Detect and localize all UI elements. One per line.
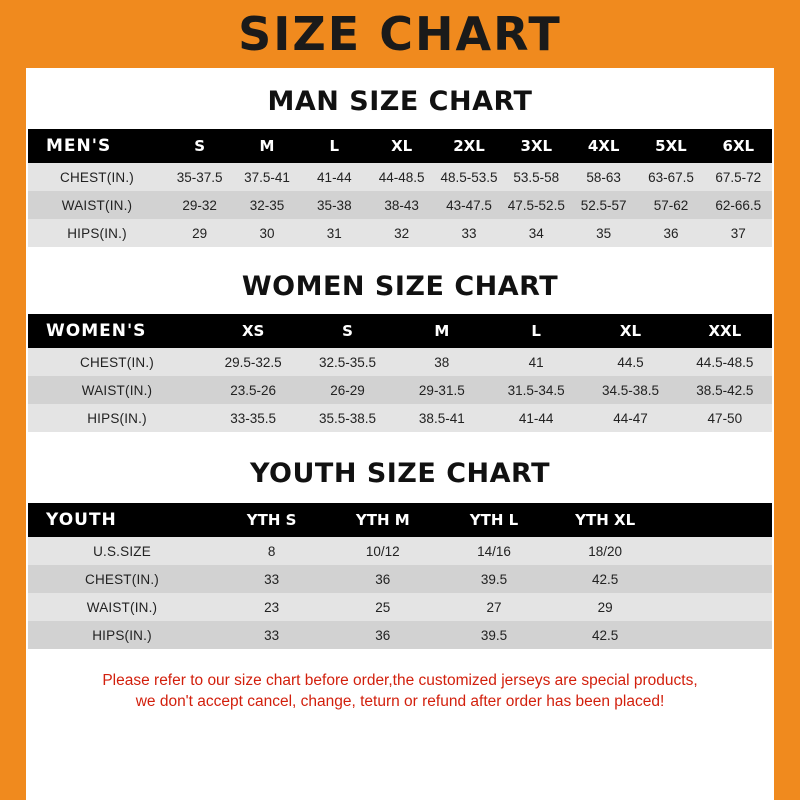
men-hips-label: HIPS(IN.) <box>28 219 166 247</box>
chart-content <box>0 86 800 713</box>
men-waist-label: WAIST(IN.) <box>28 191 166 219</box>
youth-chest-label: CHEST(IN.) <box>28 565 216 593</box>
women-chest-xxl: 44.5-48.5 <box>678 348 772 376</box>
women-hips-xl: 44-47 <box>583 404 677 432</box>
men-chest-l: 41-44 <box>301 163 368 191</box>
youth-header-label: YOUTH <box>28 503 216 537</box>
women-hips-label: HIPS(IN.) <box>28 404 206 432</box>
men-chest-s: 35-37.5 <box>166 163 233 191</box>
youth-hips-thl: 39.5 <box>438 621 549 649</box>
men-waist-l: 35-38 <box>301 191 368 219</box>
women-chest-xs: 29.5-32.5 <box>206 348 300 376</box>
women-hips-xxl: 47-50 <box>678 404 772 432</box>
table-row <box>28 348 772 376</box>
men-chest-3xl: 53.5-58 <box>503 163 570 191</box>
men-header-l: L <box>301 129 368 163</box>
order-notice-line-1: Please refer to our size chart before order,the customized jerseys are special products, <box>102 672 698 689</box>
women-hips-m: 38.5-41 <box>395 404 489 432</box>
women-hips-s: 35.5-38.5 <box>300 404 394 432</box>
women-hips-l: 41-44 <box>489 404 583 432</box>
page-banner <box>0 0 800 68</box>
women-chest-m: 38 <box>395 348 489 376</box>
men-chest-m: 37.5-41 <box>233 163 300 191</box>
men-chest-2xl: 48.5-53.5 <box>435 163 502 191</box>
youth-waist-thxl: 29 <box>550 593 661 621</box>
men-hips-4xl: 35 <box>570 219 637 247</box>
men-waist-4xl: 52.5-57 <box>570 191 637 219</box>
youth-waist-ths: 23 <box>216 593 327 621</box>
youth-header-thm: YTH M <box>327 503 438 537</box>
women-waist-xxl: 38.5-42.5 <box>678 376 772 404</box>
order-notice <box>28 671 772 713</box>
youth-ussize-thm: 10/12 <box>327 537 438 565</box>
men-header-label: MEN'S <box>28 129 166 163</box>
youth-ussize-label: U.S.SIZE <box>28 537 216 565</box>
men-header-m: M <box>233 129 300 163</box>
youth-hips-label: HIPS(IN.) <box>28 621 216 649</box>
order-notice-line-2: we don't accept cancel, change, teturn or refund after order has been placed! <box>135 692 665 710</box>
youth-waist-label: WAIST(IN.) <box>28 593 216 621</box>
men-waist-5xl: 57-62 <box>637 191 704 219</box>
youth-header-thxl: YTH XL <box>550 503 661 537</box>
women-header-label: WOMEN'S <box>28 314 206 348</box>
table-row <box>28 219 772 247</box>
women-hips-xs: 33-35.5 <box>206 404 300 432</box>
youth-header-thl: YTH L <box>438 503 549 537</box>
youth-ussize-ths: 8 <box>216 537 327 565</box>
men-hips-m: 30 <box>233 219 300 247</box>
men-chest-5xl: 63-67.5 <box>637 163 704 191</box>
men-waist-2xl: 43-47.5 <box>435 191 502 219</box>
women-header-s: S <box>300 314 394 348</box>
women-waist-xl: 34.5-38.5 <box>583 376 677 404</box>
women-section-title: WOMEN SIZE CHART <box>241 271 559 302</box>
women-chest-label: CHEST(IN.) <box>28 348 206 376</box>
men-chest-4xl: 58-63 <box>570 163 637 191</box>
women-waist-xs: 23.5-26 <box>206 376 300 404</box>
youth-table-header-row <box>28 503 772 537</box>
youth-chest-ths: 33 <box>216 565 327 593</box>
men-hips-s: 29 <box>166 219 233 247</box>
women-header-xl: XL <box>583 314 677 348</box>
men-table-header-row <box>28 129 772 163</box>
women-waist-m: 29-31.5 <box>395 376 489 404</box>
women-header-m: M <box>395 314 489 348</box>
men-hips-l: 31 <box>301 219 368 247</box>
women-size-table <box>28 314 772 432</box>
table-row <box>28 621 772 649</box>
table-row <box>28 376 772 404</box>
table-row <box>28 191 772 219</box>
men-chest-6xl: 67.5-72 <box>705 163 772 191</box>
table-row <box>28 537 772 565</box>
women-header-xs: XS <box>206 314 300 348</box>
youth-chest-thm: 36 <box>327 565 438 593</box>
men-header-3xl: 3XL <box>503 129 570 163</box>
women-header-l: L <box>489 314 583 348</box>
men-hips-5xl: 36 <box>637 219 704 247</box>
youth-chest-thxl: 42.5 <box>550 565 661 593</box>
page-title: SIZE CHART <box>238 7 562 61</box>
women-chest-xl: 44.5 <box>583 348 677 376</box>
table-row <box>28 593 772 621</box>
men-hips-xl: 32 <box>368 219 435 247</box>
men-waist-6xl: 62-66.5 <box>705 191 772 219</box>
youth-section-title: YOUTH SIZE CHART <box>249 458 551 489</box>
table-row <box>28 565 772 593</box>
youth-waist-thm: 25 <box>327 593 438 621</box>
youth-hips-thm: 36 <box>327 621 438 649</box>
youth-ussize-thxl: 18/20 <box>550 537 661 565</box>
youth-hips-thxl: 42.5 <box>550 621 661 649</box>
women-chest-l: 41 <box>489 348 583 376</box>
men-header-s: S <box>166 129 233 163</box>
youth-waist-thl: 27 <box>438 593 549 621</box>
women-header-xxl: XXL <box>678 314 772 348</box>
men-chest-label: CHEST(IN.) <box>28 163 166 191</box>
men-header-5xl: 5XL <box>637 129 704 163</box>
youth-size-table <box>28 503 772 649</box>
men-header-2xl: 2XL <box>435 129 502 163</box>
youth-header-ths: YTH S <box>216 503 327 537</box>
men-header-6xl: 6XL <box>705 129 772 163</box>
men-chest-xl: 44-48.5 <box>368 163 435 191</box>
men-hips-6xl: 37 <box>705 219 772 247</box>
men-header-xl: XL <box>368 129 435 163</box>
men-hips-2xl: 33 <box>435 219 502 247</box>
women-chest-s: 32.5-35.5 <box>300 348 394 376</box>
women-waist-l: 31.5-34.5 <box>489 376 583 404</box>
men-waist-s: 29-32 <box>166 191 233 219</box>
women-waist-label: WAIST(IN.) <box>28 376 206 404</box>
men-header-4xl: 4XL <box>570 129 637 163</box>
men-size-table <box>28 129 772 247</box>
men-section-title: MAN SIZE CHART <box>267 86 533 117</box>
table-row <box>28 163 772 191</box>
youth-chest-thl: 39.5 <box>438 565 549 593</box>
men-waist-3xl: 47.5-52.5 <box>503 191 570 219</box>
women-waist-s: 26-29 <box>300 376 394 404</box>
men-waist-m: 32-35 <box>233 191 300 219</box>
women-table-header-row <box>28 314 772 348</box>
youth-hips-ths: 33 <box>216 621 327 649</box>
men-hips-3xl: 34 <box>503 219 570 247</box>
table-row <box>28 404 772 432</box>
men-waist-xl: 38-43 <box>368 191 435 219</box>
youth-ussize-thl: 14/16 <box>438 537 549 565</box>
